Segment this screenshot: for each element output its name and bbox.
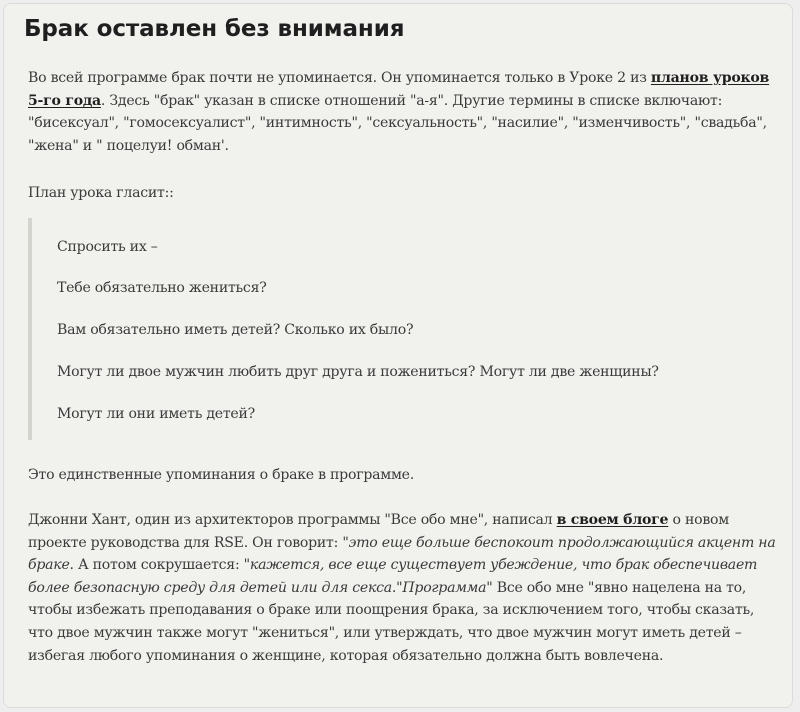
article-card: [3, 3, 793, 708]
article-heading: Брак оставлен без внимания: [24, 16, 405, 42]
blog-link[interactable]: в своем блоге: [556, 512, 669, 528]
hunt-quote-1: "это еще больше беспокоит продолжающийся акцент на браке: [28, 534, 776, 574]
intro-text-before: Во всей программе брак почти не упоминается. Он упоминается только в Уроке 2 из: [28, 70, 651, 86]
hunt-text-4: Все обо мне "явно нацелена на то, чтобы избежать преподавания о браке или поощрения брака, за исключением того, чтобы сказать, что двое мужчин также могут "жениться", или утверждать, что двое мужчин могут иметь детей – избегая любого упоминания о женщине, которая обязательно должна быть вовлечена.: [28, 579, 755, 664]
lesson-plan-intro: План урока гласит::: [28, 185, 174, 201]
blockquote-line: Тебе обязательно жениться?: [57, 280, 267, 296]
blockquote-line: Могут ли они иметь детей?: [57, 406, 255, 422]
hunt-quote-2: "кажется, все еще существует убеждение, что брак обеспечивает более безопасную среду для детей или для секса."Программа": [28, 557, 758, 596]
blockquote-line: Спросить их –: [57, 239, 158, 255]
mentions-summary: Это единственные упоминания о браке в программе.: [28, 467, 414, 483]
hunt-paragraph: [28, 509, 778, 667]
intro-paragraph: [28, 67, 778, 157]
lesson-plans-link[interactable]: планов уроков 5-го года: [28, 70, 770, 109]
bottom-fade: [4, 695, 792, 707]
blockquote-line: Могут ли двое мужчин любить друг друга и пожениться? Могут ли две женщины?: [57, 364, 659, 380]
hunt-text-1: Джонни Хант, один из архитекторов программы "Все обо мне", написал: [28, 512, 557, 528]
hunt-text-3: . А потом сокрушается:: [69, 557, 244, 574]
intro-text-after: . Здесь "брак" указан в списке отношений "а-я". Другие термины в списке включают: "бисексуал", "гомосексуалист", "интимность", "сексуальность", "насилие", "изменчивость", "свадьба", "жена" и " поцелуи! обман'.: [28, 92, 767, 154]
lesson-plan-blockquote: [28, 218, 772, 440]
hunt-text-2: о новом проекте руководства для RSE. Он говорит:: [28, 512, 729, 551]
blockquote-line: Вам обязательно иметь детей? Сколько их было?: [57, 322, 414, 338]
